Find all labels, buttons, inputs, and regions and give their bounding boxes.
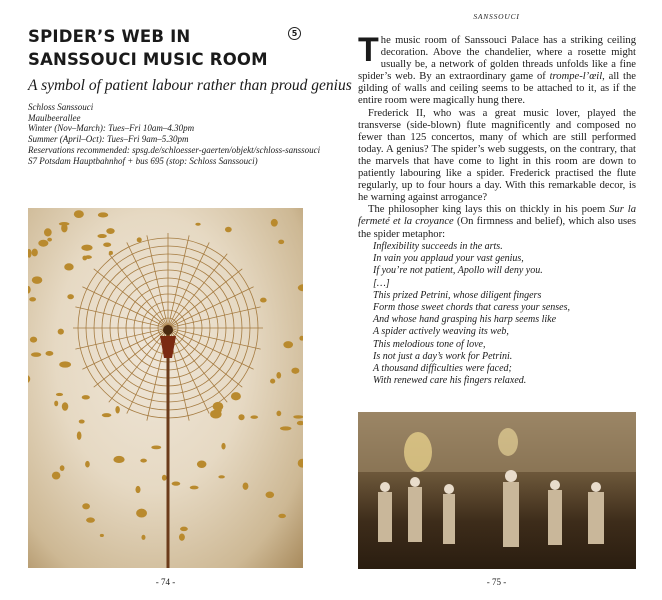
info-line: Schloss Sanssouci	[28, 102, 94, 112]
text: (On firmness and belief), which also uses the spider metaphor:	[358, 216, 636, 240]
text: , all the gilding of walls and ceiling seems to be attached to it, as if the entire room were magically hung there.	[358, 71, 636, 107]
info-line: Reservations recommended: spsg.de/schloesser-gaerten/objekt/schloss-sanssouci	[28, 144, 321, 155]
poem-line: This melodious tone of love,	[373, 338, 486, 350]
visitor-info	[28, 102, 320, 166]
page-number: - 74 -	[155, 577, 176, 587]
info-line: S7 Potsdam Hauptbahnhof + bus 695 (stop: Schloss Sanssouci)	[28, 155, 258, 166]
poem-line: And whose hand grasping his harp seems like	[373, 314, 557, 326]
subtitle: A symbol of patient labour rather than proud genius	[28, 77, 352, 94]
poem-line: Is not just a day’s work for Petrini.	[373, 350, 513, 362]
flute-concert-painting	[358, 412, 636, 569]
page-title: SPIDER’S WEB IN SANSSOUCI MUSIC ROOM	[28, 27, 268, 69]
paragraph	[358, 31, 636, 108]
poem-line: This prized Petrini, whose diligent fingers	[373, 289, 542, 301]
info-line: Winter (Nov–March): Tues–Fri 10am–4.30pm	[28, 123, 195, 134]
page-number: - 75 -	[486, 577, 507, 587]
location-number-badge: 5	[288, 27, 301, 40]
poem-line: With renewed care his fingers relaxed.	[373, 375, 527, 387]
text-italic: trompe-l’œil	[549, 71, 603, 83]
info-line: Summer (April–Oct): Tues–Fri 9am–5.30pm	[28, 134, 189, 145]
poem-line: Inflexibility succeeds in the arts.	[373, 241, 503, 252]
poem-line: A spider actively weaving its web,	[373, 326, 509, 338]
poem-title: Sur la fermeté et la croyance	[358, 204, 636, 228]
paragraph	[358, 204, 636, 240]
poem-line: A thousand difficulties were faced;	[373, 363, 512, 375]
poem-line: […]	[373, 277, 390, 289]
paragraph: Frederick II, who was a great music lover, played the transverse (side-blown) flute magnificently and composed no fewer than 125 concertos, many of which are still performed today. A genius? The spider’s web suggests, on the contrary, that the marvels that have come to light in this room are down to patiently labouring like a spider. Frederick practised the flute regularly, up to four hours a day. With this remarkable decor, is he warning against arrogance?	[358, 107, 636, 204]
text: The philosopher king lays this on thickly in his poem	[368, 204, 610, 216]
poem-line: If you’re not patient, Apollo will deny you.	[373, 265, 543, 277]
body-text	[358, 31, 636, 241]
info-line: Maulbeerallee	[28, 112, 81, 123]
text: he music room of Sanssouci Palace has a striking ceiling decoration. Above the chandelier, where a rosette might usually be, a network of golden threads unfolds like a fine spider’s web. By an extraordinary game of	[358, 35, 636, 83]
poem-line: In vain you applaud your vast genius,	[373, 253, 524, 265]
poem-quote	[373, 241, 570, 387]
drop-cap: T	[358, 31, 379, 69]
spider-web-ceiling-photo	[28, 208, 303, 568]
right-page	[331, 0, 662, 600]
running-header: SANSSOUCI	[473, 12, 520, 21]
poem-line: Form those sweet chords that caress your senses,	[373, 302, 571, 314]
